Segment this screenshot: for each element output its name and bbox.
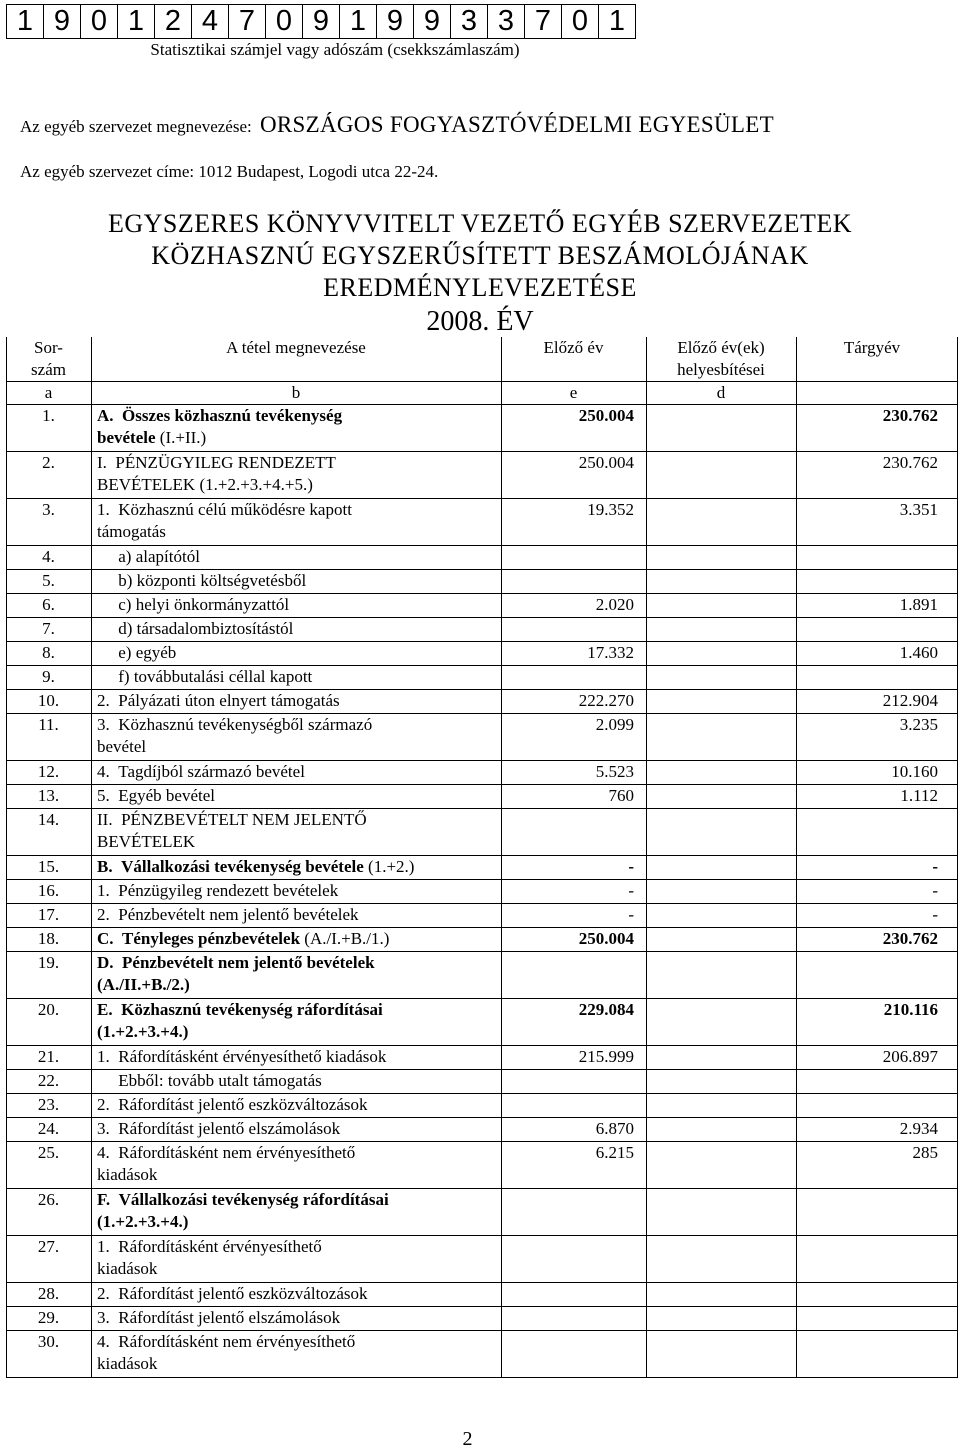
row-label: f) továbbutalási céllal kapott xyxy=(118,667,313,686)
row-code: 2. xyxy=(97,691,110,710)
row-label: Ráfordítást jelentő eszközváltozások xyxy=(118,1095,368,1114)
letter-b: b xyxy=(291,383,301,402)
row-item xyxy=(91,570,501,592)
table-grid-line xyxy=(796,337,797,1378)
table-row xyxy=(6,1046,958,1070)
table-row xyxy=(6,1236,958,1283)
row-label: Közhasznú tevékenységből származó xyxy=(118,715,373,734)
row-number: 14. xyxy=(37,810,60,829)
table-row xyxy=(6,1094,958,1118)
row-label: Ráfordításként érvényesíthető xyxy=(118,1237,322,1256)
tax-number-caption: Statisztikai számjel vagy adószám (csekkszámlaszám) xyxy=(150,40,520,59)
tax-number-boxes xyxy=(6,4,636,39)
row-item xyxy=(91,405,501,449)
row-item xyxy=(91,666,501,688)
row-label: Egyéb bevétel xyxy=(118,786,216,805)
header-sor-line1: Sor- xyxy=(34,338,63,357)
row-number: 23. xyxy=(37,1095,60,1114)
header-adj-line2: helyesbítései xyxy=(677,360,765,379)
row-previous-year: 250.004 xyxy=(578,929,634,948)
row-item xyxy=(91,1094,501,1116)
tax-digit-box: 1 xyxy=(340,4,377,39)
row-label: Közhasznú célú működésre kapott xyxy=(118,500,352,519)
row-item xyxy=(91,1307,501,1329)
row-number: 8. xyxy=(42,643,55,662)
row-label-cont: bevétel xyxy=(97,737,147,756)
row-label: Vállalkozási tevékenység ráfordításai xyxy=(118,1190,389,1209)
row-label: Tényleges pénzbevételek xyxy=(122,929,301,948)
row-code: I. xyxy=(97,453,107,472)
report-year: 2008. ÉV xyxy=(426,306,534,337)
table-row xyxy=(6,1307,958,1331)
table-row xyxy=(6,880,958,904)
letter-e: e xyxy=(569,383,578,402)
table-letter-row xyxy=(6,382,958,405)
row-current-year: - xyxy=(932,881,938,900)
row-code: B. xyxy=(97,857,113,876)
tax-digit-box: 2 xyxy=(155,4,192,39)
row-code: II. xyxy=(97,810,113,829)
row-current-year: 1.460 xyxy=(899,643,938,662)
row-number: 20. xyxy=(37,1000,60,1019)
tax-digit-box: 0 xyxy=(562,4,599,39)
table-row xyxy=(6,1118,958,1142)
tax-digit-box: 1 xyxy=(7,4,44,39)
row-number: 27. xyxy=(37,1237,60,1256)
row-current-year: 1.112 xyxy=(900,786,938,805)
row-item xyxy=(91,809,501,853)
org-name: ORSZÁGOS FOGYASZTÓVÉDELMI EGYESÜLET xyxy=(259,112,774,137)
row-item xyxy=(91,785,501,807)
row-item xyxy=(91,761,501,783)
table-row xyxy=(6,405,958,452)
header-adjustments xyxy=(646,337,796,381)
table-row xyxy=(6,618,958,642)
row-item xyxy=(91,928,501,950)
row-previous-year: 760 xyxy=(608,786,634,805)
table-row xyxy=(6,1189,958,1236)
row-code: 4. xyxy=(97,1143,110,1162)
row-number: 29. xyxy=(37,1308,60,1327)
row-previous-year: 229.084 xyxy=(578,1000,634,1019)
table-row xyxy=(6,1070,958,1094)
row-previous-year: - xyxy=(628,857,634,876)
tax-digit-box: 0 xyxy=(81,4,118,39)
row-code: C. xyxy=(97,929,114,948)
row-label-cont: (1.+2.+3.+4.) xyxy=(97,1022,189,1041)
tax-digit-box: 7 xyxy=(229,4,266,39)
row-number: 18. xyxy=(37,929,60,948)
table-grid-line xyxy=(646,337,647,1378)
row-label-cont: BEVÉTELEK (1.+2.+3.+4.+5.) xyxy=(97,475,313,494)
row-code: 1. xyxy=(97,500,110,519)
row-item xyxy=(91,1189,501,1233)
row-label: b) központi költségvetésből xyxy=(118,571,307,590)
row-label: Pénzbevételt nem jelentő bevételek xyxy=(122,953,375,972)
table-row xyxy=(6,499,958,546)
tax-digit-box: 3 xyxy=(488,4,525,39)
org-address-label: Az egyéb szervezet címe: xyxy=(20,162,195,181)
row-item xyxy=(91,714,501,758)
income-statement-table xyxy=(6,337,958,1378)
row-code: 4. xyxy=(97,1332,110,1351)
row-current-year: 3.351 xyxy=(899,500,938,519)
header-adj-line1: Előző év(ek) xyxy=(677,338,765,357)
row-item xyxy=(91,880,501,902)
row-item xyxy=(91,642,501,664)
row-code: 3. xyxy=(97,715,110,734)
row-number: 1. xyxy=(42,406,55,425)
row-number: 9. xyxy=(42,667,55,686)
header-sorszam xyxy=(6,337,91,381)
table-row xyxy=(6,999,958,1046)
header-current-year: Tárgyév xyxy=(843,338,901,357)
row-item xyxy=(91,1331,501,1375)
row-previous-year: 5.523 xyxy=(595,762,634,781)
row-number: 26. xyxy=(37,1190,60,1209)
row-previous-year: 6.870 xyxy=(595,1119,634,1138)
row-label: Összes közhasznú tevékenység xyxy=(122,406,343,425)
row-item xyxy=(91,952,501,996)
row-current-year: - xyxy=(932,905,938,924)
row-item xyxy=(91,999,501,1043)
row-item xyxy=(91,1046,501,1068)
table-row xyxy=(6,928,958,952)
row-label-cont: bevétele xyxy=(97,428,156,447)
row-item xyxy=(91,1283,501,1305)
table-row xyxy=(6,690,958,714)
letter-d: d xyxy=(716,383,726,402)
row-current-year: - xyxy=(932,857,938,876)
row-previous-year: 250.004 xyxy=(578,453,634,472)
row-number: 6. xyxy=(42,595,55,614)
row-current-year: 210.116 xyxy=(883,1000,938,1019)
row-code: 1. xyxy=(97,881,110,900)
row-code: 2. xyxy=(97,905,110,924)
row-code: E. xyxy=(97,1000,113,1019)
row-number: 4. xyxy=(42,547,55,566)
row-item xyxy=(91,1236,501,1280)
row-previous-year: 2.020 xyxy=(595,595,634,614)
table-header-row xyxy=(6,337,958,382)
row-number: 16. xyxy=(37,881,60,900)
page-number: 2 xyxy=(462,1428,473,1450)
row-previous-year: 2.099 xyxy=(595,715,634,734)
table-row xyxy=(6,714,958,761)
table-row xyxy=(6,594,958,618)
row-code: 3. xyxy=(97,1308,110,1327)
tax-digit-box: 1 xyxy=(599,4,636,39)
row-current-year: 230.762 xyxy=(882,929,938,948)
row-previous-year: 250.004 xyxy=(578,406,634,425)
table-row xyxy=(6,666,958,690)
document-title xyxy=(0,208,960,304)
row-label: Vállalkozási tevékenység bevétele xyxy=(121,857,364,876)
row-previous-year: 215.999 xyxy=(578,1047,634,1066)
row-item xyxy=(91,856,501,878)
row-label: Pénzügyileg rendezett bevételek xyxy=(118,881,339,900)
tax-digit-box: 9 xyxy=(303,4,340,39)
row-item xyxy=(91,452,501,496)
row-code: D. xyxy=(97,953,114,972)
table-row xyxy=(6,1142,958,1189)
title-line-2: KÖZHASZNÚ EGYSZERŰSÍTETT BESZÁMOLÓJÁNAK xyxy=(151,241,809,270)
row-number: 22. xyxy=(37,1071,60,1090)
row-number: 11. xyxy=(38,715,59,734)
row-code: 4. xyxy=(97,762,110,781)
row-label-tail: (1.+2.) xyxy=(368,857,415,876)
header-item-name: A tétel megnevezése xyxy=(226,338,366,357)
row-number: 5. xyxy=(42,571,55,590)
row-number: 10. xyxy=(37,691,60,710)
row-previous-year: 222.270 xyxy=(578,691,634,710)
row-number: 2. xyxy=(42,453,55,472)
row-label-tail: (A./I.+B./1.) xyxy=(304,929,390,948)
row-item xyxy=(91,690,501,712)
row-label-cont: (A./II.+B./2.) xyxy=(97,975,190,994)
row-current-year: 2.934 xyxy=(899,1119,938,1138)
row-number: 12. xyxy=(37,762,60,781)
row-number: 21. xyxy=(37,1047,60,1066)
row-label-cont: kiadások xyxy=(97,1259,158,1278)
table-row xyxy=(6,761,958,785)
row-label-cont: (1.+2.+3.+4.) xyxy=(97,1212,189,1231)
row-current-year: 10.160 xyxy=(891,762,938,781)
row-number: 24. xyxy=(37,1119,60,1138)
org-address: 1012 Budapest, Logodi utca 22-24. xyxy=(198,162,439,181)
tax-digit-box: 3 xyxy=(451,4,488,39)
row-previous-year: - xyxy=(628,881,634,900)
row-number: 13. xyxy=(37,786,60,805)
header-sor-line2: szám xyxy=(31,360,66,379)
row-item xyxy=(91,1070,501,1092)
title-line-1: EGYSZERES KÖNYVVITELT VEZETŐ EGYÉB SZERVEZETEK xyxy=(107,209,853,238)
letter-a: a xyxy=(44,383,53,402)
row-code: A. xyxy=(97,406,114,425)
row-code: 1. xyxy=(97,1047,110,1066)
row-item xyxy=(91,594,501,616)
row-current-year: 206.897 xyxy=(882,1047,938,1066)
row-label: d) társadalombiztosítástól xyxy=(118,619,294,638)
org-name-line xyxy=(20,112,774,138)
table-grid-line xyxy=(957,337,958,1378)
row-label: Ráfordítást jelentő elszámolások xyxy=(118,1119,341,1138)
row-item xyxy=(91,1118,501,1140)
row-label: Közhasznú tevékenység ráfordításai xyxy=(121,1000,383,1019)
row-current-year: 3.235 xyxy=(899,715,938,734)
row-code: 3. xyxy=(97,1119,110,1138)
row-number: 15. xyxy=(37,857,60,876)
row-label: Pályázati úton elnyert támogatás xyxy=(118,691,340,710)
row-label-tail: (I.+II.) xyxy=(159,428,207,447)
row-label: a) alapítótól xyxy=(118,547,200,566)
org-name-label: Az egyéb szervezet megnevezése: xyxy=(20,117,252,136)
row-current-year: 1.891 xyxy=(899,595,938,614)
row-label: Ebből: tovább utalt támogatás xyxy=(118,1071,322,1090)
table-row xyxy=(6,570,958,594)
tax-digit-box: 9 xyxy=(44,4,81,39)
row-number: 25. xyxy=(37,1143,60,1162)
row-label: PÉNZÜGYILEG RENDEZETT xyxy=(115,453,336,472)
row-code: 2. xyxy=(97,1095,110,1114)
row-current-year: 212.904 xyxy=(882,691,938,710)
row-code: 2. xyxy=(97,1284,110,1303)
row-label: Ráfordításként érvényesíthető kiadások xyxy=(118,1047,387,1066)
tax-digit-box: 4 xyxy=(192,4,229,39)
table-row xyxy=(6,1283,958,1307)
table-row xyxy=(6,1331,958,1378)
row-label: Ráfordítást jelentő eszközváltozások xyxy=(118,1284,368,1303)
row-previous-year: - xyxy=(628,905,634,924)
row-current-year: 285 xyxy=(912,1143,938,1162)
table-grid-line xyxy=(501,337,502,1378)
tax-digit-box: 1 xyxy=(118,4,155,39)
title-line-3: EREDMÉNYLEVEZETÉSE xyxy=(323,273,637,302)
row-label-cont: kiadások xyxy=(97,1354,158,1373)
row-label-cont: támogatás xyxy=(97,522,166,541)
row-previous-year: 6.215 xyxy=(595,1143,634,1162)
tax-digit-box: 9 xyxy=(414,4,451,39)
row-item xyxy=(91,904,501,926)
row-item xyxy=(91,618,501,640)
row-code: 5. xyxy=(97,786,110,805)
row-number: 19. xyxy=(37,953,60,972)
row-item xyxy=(91,1142,501,1186)
row-item xyxy=(91,499,501,543)
row-label: e) egyéb xyxy=(118,643,177,662)
tax-digit-box: 9 xyxy=(377,4,414,39)
row-item xyxy=(91,546,501,568)
row-number: 30. xyxy=(37,1332,60,1351)
table-grid-line xyxy=(91,337,92,1378)
table-row xyxy=(6,809,958,856)
row-current-year: 230.762 xyxy=(882,406,938,425)
row-label: PÉNZBEVÉTELT NEM JELENTŐ xyxy=(121,810,367,829)
row-previous-year: 19.352 xyxy=(587,500,634,519)
row-number: 3. xyxy=(42,500,55,519)
table-row xyxy=(6,856,958,880)
table-row xyxy=(6,546,958,570)
row-label: Tagdíjból származó bevétel xyxy=(118,762,305,781)
row-number: 28. xyxy=(37,1284,60,1303)
row-number: 7. xyxy=(42,619,55,638)
row-label: Ráfordításként nem érvényesíthető xyxy=(118,1143,356,1162)
row-label: c) helyi önkormányzattól xyxy=(118,595,290,614)
table-row xyxy=(6,952,958,999)
table-row xyxy=(6,452,958,499)
table-row xyxy=(6,785,958,809)
row-label-cont: BEVÉTELEK xyxy=(97,832,196,851)
table-row xyxy=(6,904,958,928)
row-label-cont: kiadások xyxy=(97,1165,158,1184)
row-code: 1. xyxy=(97,1237,110,1256)
tax-digit-box: 7 xyxy=(525,4,562,39)
row-previous-year: 17.332 xyxy=(587,643,634,662)
tax-digit-box: 0 xyxy=(266,4,303,39)
row-current-year: 230.762 xyxy=(882,453,938,472)
row-label: Pénzbevételt nem jelentő bevételek xyxy=(118,905,359,924)
row-label: Ráfordításként nem érvényesíthető xyxy=(118,1332,356,1351)
org-address-line xyxy=(20,162,438,182)
row-number: 17. xyxy=(37,905,60,924)
table-grid-line xyxy=(6,337,7,1378)
row-label: Ráfordítást jelentő elszámolások xyxy=(118,1308,341,1327)
row-code: F. xyxy=(97,1190,111,1209)
header-previous-year: Előző év xyxy=(543,338,604,357)
table-row xyxy=(6,642,958,666)
